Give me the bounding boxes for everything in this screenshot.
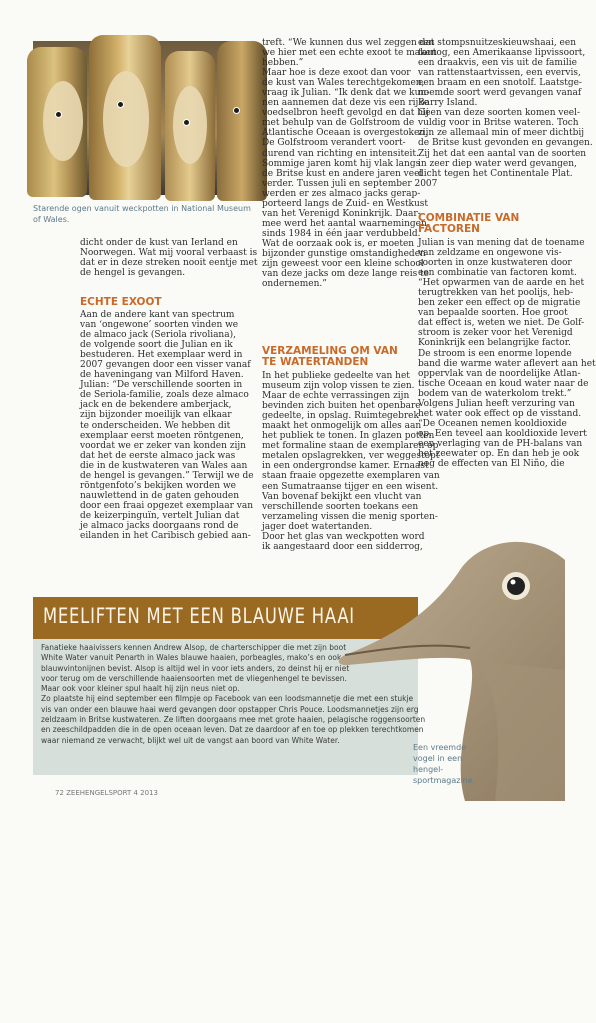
museum-jars-photo: [33, 41, 254, 195]
text-line: zijn geweest voor een kleine school: [262, 259, 424, 270]
text-line: eilanden in het Caribisch gebied aan-: [80, 531, 251, 542]
text-line: noemde soort werd gevangen vanaf: [418, 88, 582, 99]
text-line: Geen van deze soorten komen veel-: [418, 108, 581, 119]
fish: [43, 81, 83, 161]
text-line: porteerd langs de Zuid- en Westkust: [262, 198, 429, 209]
text-line: op. Een teveel aan kooldioxide levert: [418, 428, 587, 439]
text-line: de keizerpinguïn, vertelt Julian dat: [80, 510, 240, 521]
text-line: bodem van de waterkolom trekt.”: [418, 388, 572, 399]
text-line: dat er in deze streken nooit eentje met: [80, 258, 258, 269]
text-line: de volgende soort die Julian en ik: [80, 340, 233, 351]
text-line: Wat de oorzaak ook is, er moeten: [262, 238, 415, 249]
text-line: tische Oceaan en koud water naar de: [418, 378, 589, 389]
text-line: van het Verenigd Koninkrijk. Daar-: [262, 208, 421, 219]
bird-caption: Een vreemde vogel in een hengel-sportmagazine.: [413, 743, 476, 785]
text-line: een combinatie van factoren komt.: [418, 268, 577, 279]
text-line: Sommige jaren komt hij vlak langs: [262, 158, 421, 169]
fish-eye: [55, 111, 62, 118]
text-line: nauwlettend in de gaten gehouden: [80, 490, 240, 501]
column-3-body2: [418, 238, 596, 469]
text-line: een stompsnuitzeskieuwshaai, een: [418, 38, 577, 48]
text-line: een draakvis, een vis uit de familie: [418, 58, 577, 69]
text-line: Atlantische Oceaan is overgestoken.: [262, 128, 428, 139]
text-line: soorten in onze kustwateren door: [418, 258, 572, 269]
text-line: vuldig voor in Britse wateren. Toch: [418, 118, 579, 129]
text-line: bevinden zich buiten het openbare: [262, 401, 421, 412]
text-line: waar niemand ze verwacht, blijkt wel uit de vangst aan boord van White Water.: [41, 735, 340, 745]
text-line: van zeldzame en ongewone vis-: [418, 248, 562, 259]
text-line: verschillende soorten toekans een: [262, 501, 419, 512]
text-line: de kust van Wales terechtgekomen,: [262, 78, 425, 89]
fish-eye: [233, 107, 240, 114]
text-line: het water ook effect op de visstand.: [418, 408, 582, 419]
text-line: van deze jacks om deze lange reis te: [262, 269, 430, 280]
text-line: stroom is zeker voor het Verenigd: [418, 328, 573, 339]
heading-echte-exoot: ECHTE EXOOT: [80, 296, 162, 308]
text-line: van rattenstaartvissen, een evervis,: [418, 68, 581, 79]
text-line: die in de kustwateren van Wales aan: [80, 460, 248, 471]
text-line: In het publieke gedeelte van het: [262, 371, 410, 381]
jar: [217, 41, 267, 201]
text-line: de almaco jack (Seriola rivoliana),: [80, 330, 236, 341]
text-line: museum zijn volop vissen te zien.: [262, 381, 415, 392]
fish: [173, 86, 207, 164]
text-line: maakt het onmogelijk om alles aan: [262, 421, 422, 432]
text-line: ondernemen.”: [262, 279, 327, 290]
text-line: een verlaging van de PH-balans van: [418, 438, 583, 449]
text-line: röntgenfoto’s bekijken worden we: [80, 480, 236, 491]
text-line: van bepaalde soorten. Hoe groot: [418, 308, 568, 319]
text-line: werden er zes almaco jacks gerap-: [262, 188, 421, 199]
text-line: verzameling vissen die menig sporten-: [262, 511, 438, 522]
text-line: Door het glas van weckpotten word: [262, 531, 425, 542]
text-line: een Sumatraanse tijger en een wisent.: [262, 481, 439, 492]
text-line: mee werd het aantal waarnemingen: [262, 218, 427, 229]
text-line: Zo plaatste hij eind september een filmpje op Facebook van een loodsmannetje die met een stukje: [41, 694, 414, 704]
text-line: zijn bijzonder moeilijk van elkaar: [80, 410, 232, 421]
text-line: bestuderen. Het exemplaar werd in: [80, 350, 243, 361]
text-line: jager doet watertanden.: [262, 521, 373, 532]
text-line: durend van richting en intensiteit.: [262, 148, 419, 159]
text-line: hebben.”: [262, 58, 304, 69]
text-line: Barry Island.: [418, 98, 478, 109]
text-line: voedselbron heeft gevolgd en dat hij: [262, 108, 429, 119]
text-line: Maar de echte verrassingen zijn: [262, 391, 410, 402]
text-line: 2007 gevangen door een visser vanaf: [80, 360, 251, 371]
box-title: MEELIFTEN MET EEN BLAUWE HAAI: [43, 604, 355, 628]
text-line: metalen opslagrekken, ver weggestopt: [262, 451, 440, 462]
text-line: nen aannemen dat deze vis een rijke: [262, 98, 430, 109]
text-line: nog de effecten van El Niño, die: [418, 459, 565, 470]
column-1-intro: [80, 238, 257, 278]
text-line: Maar hoe is deze exoot dan voor: [262, 68, 411, 79]
text-line: Julian: “De verschillende soorten in: [80, 380, 243, 391]
text-line: Fanatieke haaivissers kennen Andrew Alsop, de charterschipper die met zijn boot: [41, 643, 347, 652]
text-line: zijn ze allemaal min of meer dichtbij: [418, 128, 585, 139]
text-line: “De Oceanen nemen kooldioxide: [418, 418, 567, 429]
photo-caption: Starende ogen vanuit weckpotten in National Museum of Wales.: [33, 204, 251, 224]
text-line: vraag ik Julian. “Ik denk dat we kun-: [262, 88, 430, 99]
text-line: met formaline staan de exemplaren op: [262, 441, 439, 452]
text-line: de Britse kust en andere jaren veel: [262, 168, 423, 179]
fish-eye: [117, 101, 124, 108]
text-line: gedeelte, in opslag. Ruimtegebrek: [262, 411, 419, 422]
fish: [103, 71, 149, 167]
text-line: sinds 1984 in één jaar verdubbeld.: [262, 228, 421, 239]
text-line: een braam en een snotolf. Laatstge-: [418, 78, 582, 89]
heading-combinatie: COMBINATIE VAN FACTOREN: [418, 212, 520, 235]
text-line: Van bovenaf bekijkt een vlucht van: [262, 491, 422, 502]
text-line: blauwvintonijnen bevist. Alsop is altijd wel in voor iets anders, zo deinst hij er niet: [41, 663, 350, 673]
text-line: tautog, een Amerikaanse lipvissoort,: [418, 48, 586, 59]
text-line: Volgens Julian heeft verzuring van: [418, 398, 575, 409]
column-3-body: [418, 38, 593, 179]
text-line: we hier met een echte exoot te maken: [262, 48, 437, 59]
text-line: het zeewater op. En dan heb je ook: [418, 448, 580, 459]
text-line: vis van onder een blauwe haai werd gevangen door opstapper Chris Pouce. Loodsmannetjes zijn erg: [41, 704, 419, 714]
text-line: bijzonder gunstige omstandigheden: [262, 248, 426, 259]
text-line: dicht tegen het Continentale Plat.: [418, 168, 573, 179]
text-line: treft. “We kunnen dus wel zeggen dat: [262, 38, 435, 48]
fish-eye: [183, 119, 190, 126]
text-line: Noorwegen. Wat mij vooral verbaast is: [80, 248, 258, 259]
text-line: de Seriola-familie, zoals deze almaco: [80, 390, 249, 401]
text-line: de haveningang van Milford Haven.: [80, 370, 244, 381]
text-line: oppervlak van de noordelijke Atlan-: [418, 368, 581, 379]
text-line: staan fraaie opgezette exemplaren van: [262, 471, 440, 482]
text-line: Maar ook voor kleiner spul haalt hij zijn neus niet op.: [41, 684, 240, 694]
text-line: dat effect is, weten we niet. De Golf-: [418, 318, 585, 329]
text-line: voordat we er zeker van konden zijn: [80, 440, 246, 451]
column-1-body: [80, 310, 254, 541]
text-line: voor terug om de verschillende haaiensoorten met de vliegenhengel te bevissen.: [41, 673, 347, 683]
text-line: in zeer diep water werd gevangen,: [418, 158, 577, 169]
text-line: ik aangestaard door een sidderrog,: [262, 541, 423, 552]
text-line: de Britse kust gevonden en gevangen.: [418, 138, 593, 149]
text-line: dicht onder de kust van Ierland en: [80, 238, 238, 248]
text-line: in een ondergrondse kamer. Ernaast: [262, 461, 429, 472]
text-line: De Golfstroom verandert voort-: [262, 138, 406, 149]
text-line: van ‘ongewone’ soorten vinden we: [80, 320, 239, 331]
text-line: met behulp van de Golfstroom de: [262, 118, 415, 129]
text-line: je almaco jacks doorgaans rond de: [80, 520, 239, 531]
text-line: White Water vanuit Penarth in Wales blauwe haaien, porbeagles, mako’s en ook: [41, 653, 342, 663]
text-line: dat het de eerste almaco jack was: [80, 450, 236, 461]
text-line: ben zeker een effect op de migratie: [418, 298, 581, 309]
heading-verzameling: VERZAMELING OM VAN TE WATERTANDEN: [262, 345, 398, 368]
text-line: te onderscheiden. We hebben dit: [80, 420, 231, 431]
text-line: Aan de andere kant van spectrum: [80, 310, 235, 320]
text-line: De stroom is een enorme lopende: [418, 348, 572, 359]
text-line: Koninkrijk een belangrijke factor.: [418, 338, 571, 349]
text-line: “Het opwarmen van de aarde en het: [418, 278, 585, 289]
text-line: door een fraai opgezet exemplaar van: [80, 500, 254, 511]
text-line: en zeeschildpadden die in de open oceaan leven. Dat ze daardoor af en toe op plekken terechtkomen: [41, 725, 424, 735]
text-line: band die warme water aflevert aan het: [418, 358, 596, 369]
text-line: terugtrekken van het poolijs, heb-: [418, 288, 574, 299]
text-line: zeldzaam in Britse kustwateren. Ze liften doorgaans mee met grote haaien, pelagische roggensoorten: [41, 715, 426, 725]
text-line: exemplaar eerst moeten röntgenen,: [80, 430, 244, 441]
text-line: Zij het dat een aantal van de soorten: [418, 148, 587, 159]
column-2-body: [262, 38, 437, 289]
text-line: het publiek te tonen. In glazen potten: [262, 431, 435, 442]
text-line: verder. Tussen juli en september 2007: [262, 178, 438, 189]
page-footer: 72 ZEEHENGELSPORT 4 2013: [55, 789, 158, 797]
text-line: jack en de bekendere amberjack,: [80, 400, 232, 411]
text-line: de hengel is gevangen.” Terwijl we de: [80, 470, 254, 481]
text-line: de hengel is gevangen.: [80, 268, 186, 279]
text-line: Julian is van mening dat de toename: [418, 238, 585, 248]
